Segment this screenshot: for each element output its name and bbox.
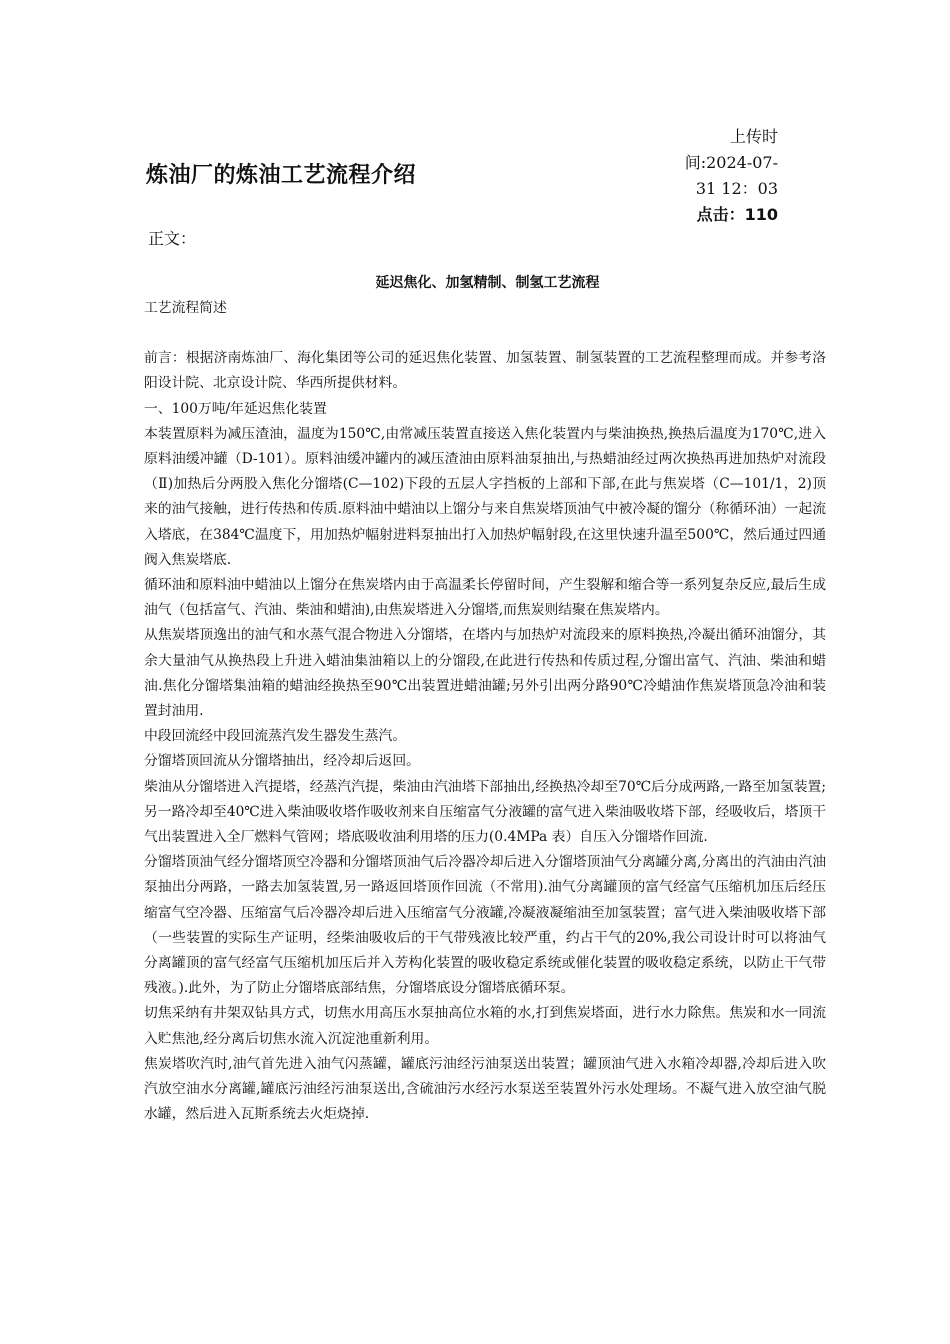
paragraph-feed: 本装置原料为减压渣油，温度为150℃,由常减压装置直接送入焦化装置内与柴油换热,换热后温度为170℃,进入原料油缓冲罐（D-101）。原料油缓冲罐内的减压渣油由原料油泵抽出,与热蜡油经过两次换热再进加热炉对流段（Ⅱ)加热后分两股入焦化分馏塔(C—102)下段的五层人字挡板的上部和下部,在此与焦炭塔（C—101/1，2)顶来的油气接触，进行传热和传质.原料油中蜡油以上馏分与来自焦炭塔顶油气中被冷凝的馏分（称循环油）一起流入塔底，在384℃温度下，用加热炉幅射进料泵抽出打入加热炉幅射段,在这里快速升温至500℃，然后通过四通阀入焦炭塔底. — [144, 425, 826, 568]
paragraph-preface: 前言：根据济南炼油厂、海化集团等公司的延迟焦化装置、加氢装置、制氢装置的工艺流程整理而成。并参考洛阳设计院、北京设计院、华西所提供材料。 — [144, 350, 826, 392]
article-body — [144, 296, 826, 1128]
paragraph-fractionation: 从焦炭塔顶逸出的油气和水蒸气混合物进入分馏塔，在塔内与加热炉对流段来的原料换热,冷凝出循环油馏分，其余大量油气从换热段上升进入蜡油集油箱以上的分馏段,在此进行传热和传质过程,分馏出富气、汽油、柴油和蜡油.焦化分馏塔集油箱的蜡油经换热至90℃出装置进蜡油罐;另外引出两分路90℃冷蜡油作焦炭塔顶急冷油和装置封油用. — [144, 627, 826, 720]
paragraph-mid-reflux: 中段回流经中段回流蒸汽发生器发生蒸汽。 — [144, 728, 407, 745]
paragraph-gas: 分馏塔顶油气经分馏塔顶空冷器和分馏塔顶油气后冷器冷却后进入分馏塔顶油气分离罐分离,分离出的汽油由汽油泵抽出分两路，一路去加氢装置,另一路返回塔顶作回流（不常用).油气分离罐顶的富气经富气压缩机加压后经压缩富气空冷器、压缩富气后冷器冷却后进入压缩富气分液罐,冷凝液凝缩油至加氢装置；富气进入柴油吸收塔下部（一些装置的实际生产证明，经柴油吸收后的干气带残液比较严重，约占干气的20%,我公司设计时可以将油气分离罐顶的富气经富气压缩机加压后并入芳构化装置的吸收稳定系统或催化装置的吸收稳定系统，以防止干气带残液。).此外，为了防止分馏塔底部结焦，分馏塔底设分馏塔底循环泵。 — [144, 854, 826, 997]
article-subtitle: 延迟焦化、加氢精制、制氢工艺流程 — [375, 275, 600, 291]
document-title: 炼油厂的炼油工艺流程介绍 — [146, 163, 417, 188]
body-label: 正文： — [148, 229, 197, 248]
upload-meta — [660, 124, 778, 228]
upload-time-line3: 31 12：03 — [695, 179, 778, 198]
paragraph-decoking: 切焦采纳有井架双钻具方式，切焦水用高压水泵抽高位水箱的水,打到焦炭塔面，进行水力除焦。焦炭和水一同流入贮焦池,经分离后切焦水流入沉淀池重新利用。 — [144, 1005, 826, 1047]
section-label: 工艺流程简述 — [144, 300, 227, 316]
paragraph-heading-coking: 一、100万吨/年延迟焦化装置 — [144, 400, 327, 417]
click-count: 点击：110 — [696, 205, 778, 224]
paragraph-top-reflux: 分馏塔顶回流从分馏塔抽出，经冷却后返回。 — [144, 753, 420, 770]
paragraph-gap — [144, 321, 826, 346]
upload-time-line1: 上传时 — [729, 127, 778, 146]
upload-time-line2: 间:2024-07- — [684, 153, 778, 172]
paragraph-reaction: 循环油和原料油中蜡油以上馏分在焦炭塔内由于高温柔长停留时间，产生裂解和缩合等一系列复杂反应,最后生成油气（包括富气、汽油、柴油和蜡油),由焦炭塔进入分馏塔,而焦炭则结聚在焦炭塔内。 — [144, 577, 826, 619]
paragraph-blowdown: 焦炭塔吹汽时,油气首先进入油气闪蒸罐，罐底污油经污油泵送出装置；罐顶油气进入水箱冷却器,冷却后进入吹汽放空油水分离罐,罐底污油经污油泵送出,含硫油污水经污水泵送至装置外污水处理场。不凝气进入放空油气脱水罐，然后进入瓦斯系统去火炬烧掉. — [144, 1055, 826, 1123]
paragraph-diesel: 柴油从分馏塔进入汽提塔，经蒸汽汽提，柴油由汽油塔下部抽出,经换热冷却至70℃后分成两路,一路至加氢装置;另一路冷却至40℃进入柴油吸收塔作吸收剂来自压缩富气分液罐的富气进入柴油吸收塔下部，经吸收后，塔顶干气出装置进入全厂燃料气管网；塔底吸收油利用塔的压力(0.4MPa 表）自压入分馏塔作回流. — [144, 778, 826, 846]
